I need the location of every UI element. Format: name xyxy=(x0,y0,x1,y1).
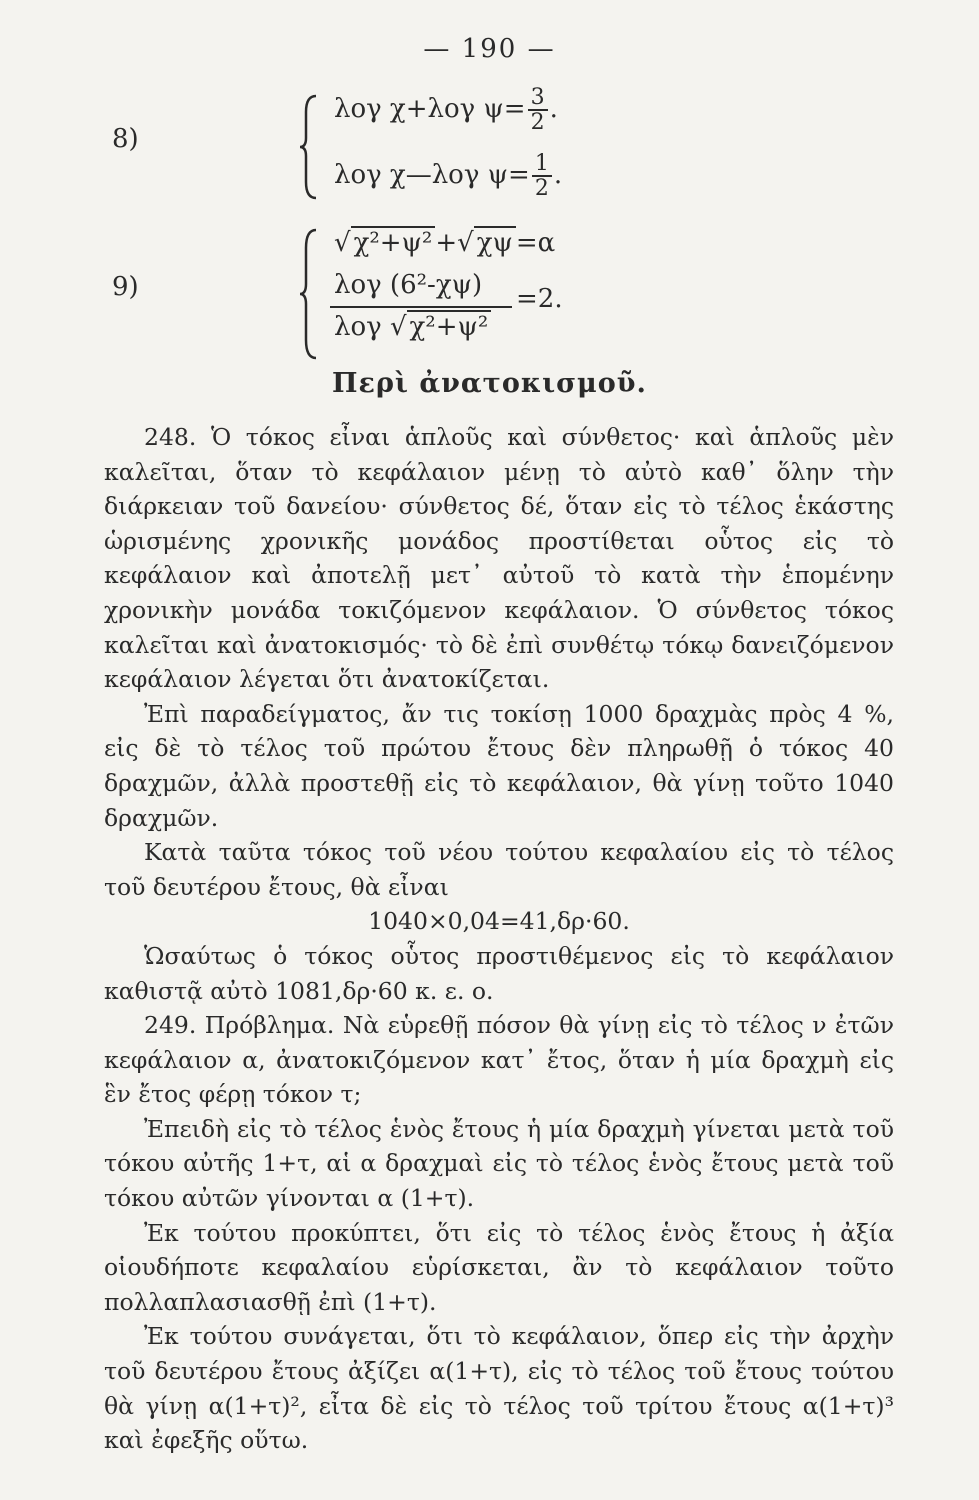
equation-8-brace xyxy=(298,92,322,202)
equation-9-radicand-2: χψ xyxy=(474,226,516,258)
equation-8-line-2-numerator: 1 xyxy=(532,152,552,177)
sqrt-sign-1: √ xyxy=(334,228,351,258)
equation-9-denominator-prefix: λογ xyxy=(334,312,390,342)
sqrt-sign-3: √ xyxy=(389,312,407,342)
equation-9-numerator: λογ (6²-χψ) xyxy=(334,270,483,300)
equation-8-line-2 xyxy=(334,152,562,200)
equation-8-line-1-fraction xyxy=(528,86,548,134)
equation-9-denominator-radicand: χ²+ψ² xyxy=(407,310,492,342)
paragraph-from-this: Ἐκ τούτου προκύπτει, ὅτι εἰς τὸ τέλος ἑνὸς ἔτους ἡ ἀξία οἱουδήποτε κεφαλαίου εὑρίσκεται, ἂν τὸ κεφάλαιον τοῦτο πολλαπλασιασθῇ ἐπὶ (1+τ). xyxy=(104,1218,894,1316)
paragraph-since: Ἐπειδὴ εἰς τὸ τέλος ἑνὸς ἔτους ἡ μία δραχμὴ γίνεται μετὰ τοῦ τόκου αὐτῆς 1+τ, αἱ α δραχμαὶ εἰς τὸ τέλος ἑνὸς ἔτους μετὰ τοῦ τόκου αὐτῶν γίνονται α (1+τ). xyxy=(104,1114,894,1213)
body-text xyxy=(104,420,894,1458)
equation-8-line-2-fraction xyxy=(532,152,552,200)
equation-8-line-2-lhs: λογ χ—λογ ψ= xyxy=(334,160,530,191)
paragraph-example: Ἐπὶ παραδείγματος, ἄν τις τοκίσῃ 1000 δραχμὰς πρὸς 4 %, εἰς δὲ τὸ τέλος τοῦ πρώτου ἔτους δὲν πληρωθῇ ὁ τόκος 40 δραχμῶν, ἀλλὰ προστεθῇ εἰς τὸ κεφάλαιον, θὰ γίνῃ τοῦτο 1040 δραχμῶν. xyxy=(104,699,894,832)
paragraph-249-problem: 249. Πρόβλημα. Νὰ εὑρεθῇ πόσον θὰ γίνῃ εἰς τὸ τέλος ν ἐτῶν κεφάλαιον α, ἀνατοκιζόμενον κατ᾽ ἔτος, ὅταν ἡ μία δραχμὴ εἰς ἓν ἔτος φέρῃ τόκον τ; xyxy=(104,1011,894,1109)
equation-9-line-1 xyxy=(334,228,555,258)
equation-8-line-1 xyxy=(334,86,558,134)
equation-9-label: 9) xyxy=(112,272,139,302)
equation-8-line-1-dot: . xyxy=(549,94,558,125)
paragraph-accordingly: Κατὰ ταῦτα τόκος τοῦ νέου τούτου κεφαλαίου εἰς τὸ τέλος τοῦ δευτέρου ἔτους, θὰ εἶναι xyxy=(104,838,894,901)
paragraph-likewise: Ὡσαύτως ὁ τόκος οὗτος προστιθέμενος εἰς τὸ κεφάλαιον καθιστᾷ αὐτὸ 1081,δρ·60 κ. ε. ο. xyxy=(104,941,894,1005)
equation-9-brace xyxy=(298,226,322,362)
equation-9-plus: + xyxy=(435,228,458,258)
section-title: Περὶ ἀνατοκισμοῦ. xyxy=(332,368,647,399)
equation-9-line-2-rhs: =2. xyxy=(516,284,563,314)
equation-8-line-2-dot: . xyxy=(553,160,563,191)
page-number: — 190 — xyxy=(423,34,556,64)
paragraph-248: 248. Ὁ τόκος εἶναι ἁπλοῦς καὶ σύνθετος· καὶ ἁπλοῦς μὲν καλεῖται, ὅταν τὸ κεφάλαιον μένῃ τὸ αὐτὸ καθ᾽ ὅλην τὴν διάρκειαν τοῦ δανείου· σύνθετος δέ, ὅταν εἰς τὸ τέλος ἑκάστης ὡρισμένης χρονικῆς μονάδος προστίθεται οὗτος εἰς τὸ κεφάλαιον καὶ ἀποτελῇ μετ᾽ αὐτοῦ τὸ κατὰ τὴν ἑπομένην χρονικὴν μονάδα τοκιζόμενον κεφάλαιον. Ὁ σύνθετος τόκος καλεῖται καὶ ἀνατοκισμός· τὸ δὲ ἐπὶ συνθέτῳ τόκῳ δανειζόμενον κεφάλαιον λέγεται ὅτι ἀνατοκίζεται. xyxy=(104,423,894,694)
equation-9-radicand-1: χ²+ψ² xyxy=(351,226,436,258)
equation-8-line-1-lhs: λογ χ+λογ ψ= xyxy=(334,94,526,125)
equation-8-line-1-denominator: 2 xyxy=(530,110,545,136)
equation-8-label: 8) xyxy=(112,124,139,154)
equation-8-line-1-numerator: 3 xyxy=(528,86,548,111)
sqrt-sign-2: √ xyxy=(457,228,474,258)
equation-9-denominator xyxy=(334,312,491,342)
equation-9-line-1-rhs: =α xyxy=(515,228,556,258)
equation-9-fraction-bar xyxy=(330,306,512,308)
formula-1040: 1040×0,04=41,δρ·60. xyxy=(368,907,630,936)
paragraph-conclude: Ἐκ τούτου συνάγεται, ὅτι τὸ κεφάλαιον, ὅπερ εἰς τὴν ἀρχὴν τοῦ δευτέρου ἔτους ἀξίζει α(1+τ), εἰς τὸ τέλος τοῦ ἔτους τούτου θὰ γίνῃ α(1+τ)², εἶτα δὲ εἰς τὸ τέλος τοῦ τρίτου ἔτους α(1+τ)³ καὶ ἐφεξῆς οὕτω. xyxy=(104,1322,894,1455)
equation-8-line-2-denominator: 2 xyxy=(534,176,549,202)
